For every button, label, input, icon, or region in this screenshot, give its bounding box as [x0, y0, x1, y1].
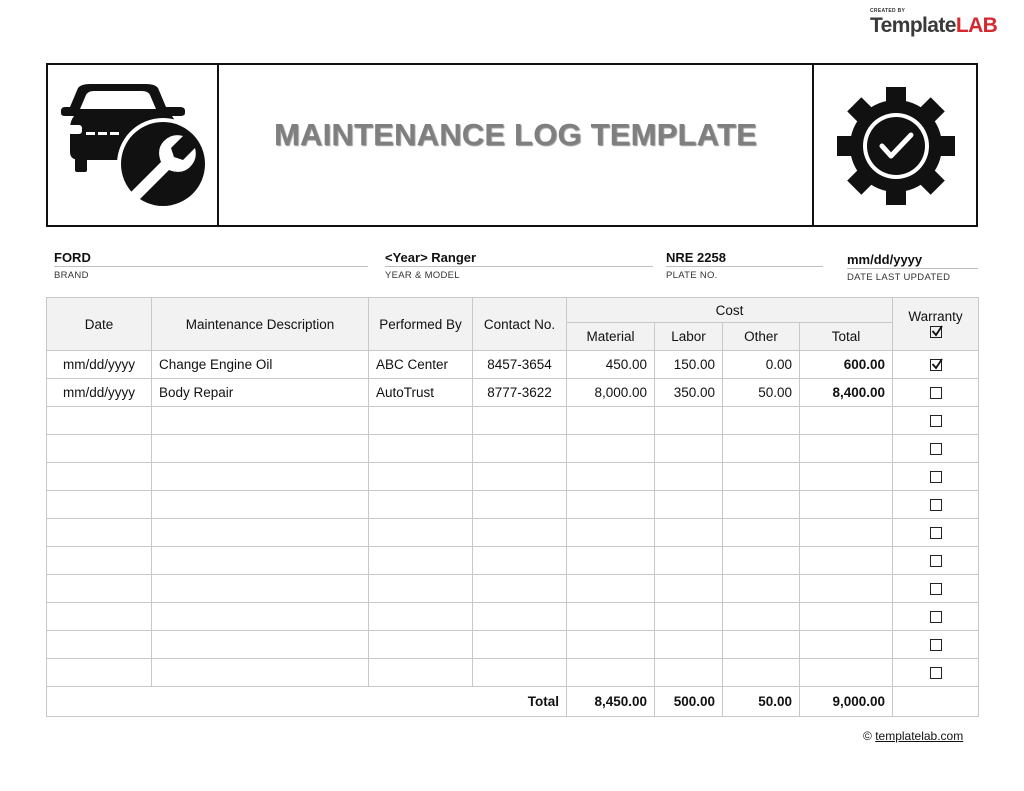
row-material[interactable]: 450.00: [567, 351, 655, 379]
warranty-header-label: Warranty: [908, 309, 963, 324]
table-row: [47, 659, 979, 687]
warranty-checkbox[interactable]: [930, 527, 942, 539]
table-row: [47, 463, 979, 491]
header-row-1: [47, 298, 979, 323]
plate-underline: [666, 266, 823, 267]
col-other-header: Other: [723, 323, 800, 351]
row-material[interactable]: [567, 659, 655, 687]
row-material[interactable]: [567, 631, 655, 659]
row-contact[interactable]: [473, 631, 567, 659]
row-date[interactable]: [47, 463, 152, 491]
row-labor[interactable]: [655, 575, 723, 603]
row-performed-by[interactable]: [369, 407, 473, 435]
col-labor-header: Labor: [655, 323, 723, 351]
row-date[interactable]: [47, 575, 152, 603]
row-date[interactable]: [47, 491, 152, 519]
row-contact[interactable]: [473, 603, 567, 631]
header-left-cell: [48, 65, 219, 225]
row-performed-by[interactable]: AutoTrust: [369, 379, 473, 407]
row-description[interactable]: [152, 631, 369, 659]
total-labor: 500.00: [655, 687, 723, 717]
brand-underline: [54, 266, 368, 267]
plate-value: NRE 2258: [666, 250, 726, 265]
warranty-checkbox[interactable]: [930, 359, 942, 371]
row-total[interactable]: [800, 407, 893, 435]
row-material[interactable]: [567, 407, 655, 435]
year-model-underline: [385, 266, 653, 267]
row-labor[interactable]: [655, 491, 723, 519]
row-performed-by[interactable]: [369, 547, 473, 575]
footer: [863, 729, 963, 743]
row-description[interactable]: Change Engine Oil: [152, 351, 369, 379]
copyright-symbol: ©: [863, 729, 872, 743]
warranty-checkbox[interactable]: [930, 387, 942, 399]
gear-check-icon: [814, 65, 978, 225]
row-material[interactable]: [567, 575, 655, 603]
row-total[interactable]: [800, 659, 893, 687]
row-performed-by[interactable]: [369, 575, 473, 603]
row-total[interactable]: [800, 631, 893, 659]
row-other[interactable]: [723, 631, 800, 659]
row-contact[interactable]: [473, 547, 567, 575]
car-wrench-icon: [48, 65, 219, 225]
row-material[interactable]: [567, 435, 655, 463]
row-description[interactable]: [152, 519, 369, 547]
logo-wordmark: [870, 14, 997, 38]
table-row: [47, 407, 979, 435]
warranty-header-checkbox[interactable]: [930, 326, 942, 338]
maintenance-log-table: [46, 297, 979, 717]
warranty-checkbox[interactable]: [930, 611, 942, 623]
row-warranty: [893, 631, 979, 659]
row-date[interactable]: mm/dd/yyyy: [47, 351, 152, 379]
date-updated-underline: [847, 268, 978, 269]
row-labor[interactable]: [655, 435, 723, 463]
row-material[interactable]: [567, 603, 655, 631]
table-row: [47, 379, 979, 407]
year-model-label: YEAR & MODEL: [385, 270, 460, 281]
row-description[interactable]: [152, 435, 369, 463]
table-body: [47, 351, 979, 687]
row-description[interactable]: [152, 603, 369, 631]
row-other[interactable]: 0.00: [723, 351, 800, 379]
row-warranty: [893, 351, 979, 379]
logo-lab-text: LAB: [955, 14, 998, 37]
row-description[interactable]: [152, 575, 369, 603]
date-updated-field: [847, 252, 978, 283]
row-contact[interactable]: [473, 407, 567, 435]
brand-field: [54, 250, 368, 281]
row-labor[interactable]: [655, 463, 723, 491]
row-labor[interactable]: [655, 659, 723, 687]
total-other: 50.00: [723, 687, 800, 717]
table-row: [47, 491, 979, 519]
total-grand: 9,000.00: [800, 687, 893, 717]
row-date[interactable]: [47, 547, 152, 575]
footer-link[interactable]: templatelab.com: [875, 729, 964, 743]
row-performed-by[interactable]: [369, 631, 473, 659]
row-description[interactable]: [152, 547, 369, 575]
col-date-header: Date: [47, 298, 152, 351]
row-labor[interactable]: [655, 631, 723, 659]
total-material: 8,450.00: [567, 687, 655, 717]
header-box: [46, 63, 978, 227]
table-row: [47, 603, 979, 631]
row-total[interactable]: [800, 547, 893, 575]
row-date[interactable]: [47, 519, 152, 547]
row-date[interactable]: [47, 631, 152, 659]
row-total[interactable]: 600.00: [800, 351, 893, 379]
row-total[interactable]: [800, 575, 893, 603]
row-material[interactable]: [567, 463, 655, 491]
totals-label: Total: [47, 687, 567, 717]
row-total[interactable]: [800, 603, 893, 631]
logo-created-by: CREATED BY: [870, 8, 906, 14]
row-contact[interactable]: [473, 491, 567, 519]
year-model-value: <Year> Ranger: [385, 250, 477, 265]
row-material[interactable]: [567, 519, 655, 547]
row-labor[interactable]: [655, 519, 723, 547]
row-warranty: [893, 659, 979, 687]
row-description[interactable]: [152, 659, 369, 687]
row-date[interactable]: [47, 435, 152, 463]
warranty-checkbox[interactable]: [930, 555, 942, 567]
col-material-header: Material: [567, 323, 655, 351]
row-warranty: [893, 575, 979, 603]
row-contact[interactable]: [473, 435, 567, 463]
warranty-checkbox[interactable]: [930, 471, 942, 483]
brand-label: BRAND: [54, 270, 89, 281]
year-model-field: [385, 250, 653, 281]
row-contact[interactable]: 8457-3654: [473, 351, 567, 379]
row-warranty: [893, 379, 979, 407]
brand-value: FORD: [54, 250, 91, 265]
row-performed-by[interactable]: [369, 463, 473, 491]
row-labor[interactable]: [655, 407, 723, 435]
row-date[interactable]: mm/dd/yyyy: [47, 379, 152, 407]
row-description[interactable]: [152, 407, 369, 435]
plate-field: [666, 250, 823, 281]
table-row: [47, 547, 979, 575]
totals-row: [47, 687, 979, 717]
row-labor[interactable]: 150.00: [655, 351, 723, 379]
row-other[interactable]: [723, 659, 800, 687]
row-contact[interactable]: [473, 659, 567, 687]
row-other[interactable]: 50.00: [723, 379, 800, 407]
warranty-checkbox[interactable]: [930, 415, 942, 427]
row-performed-by[interactable]: [369, 435, 473, 463]
row-performed-by[interactable]: [369, 519, 473, 547]
row-contact[interactable]: [473, 519, 567, 547]
row-warranty: [893, 519, 979, 547]
row-labor[interactable]: [655, 603, 723, 631]
row-other[interactable]: [723, 407, 800, 435]
col-description-header: Maintenance Description: [152, 298, 369, 351]
row-other[interactable]: [723, 435, 800, 463]
cost-group-header: Cost: [567, 298, 893, 323]
row-description[interactable]: Body Repair: [152, 379, 369, 407]
col-performed-by-header: Performed By: [369, 298, 473, 351]
row-date[interactable]: [47, 659, 152, 687]
table-row: [47, 575, 979, 603]
header-right-cell: [812, 65, 976, 225]
row-total[interactable]: [800, 491, 893, 519]
templatelab-logo: [866, 8, 1006, 42]
row-date[interactable]: [47, 407, 152, 435]
row-contact[interactable]: [473, 575, 567, 603]
row-performed-by[interactable]: [369, 659, 473, 687]
row-date[interactable]: [47, 603, 152, 631]
col-contact-header: Contact No.: [473, 298, 567, 351]
date-updated-value: mm/dd/yyyy: [847, 252, 923, 267]
col-total-header: Total: [800, 323, 893, 351]
warranty-checkbox[interactable]: [930, 583, 942, 595]
table-row: [47, 519, 979, 547]
table-row: [47, 631, 979, 659]
row-labor[interactable]: [655, 547, 723, 575]
warranty-checkbox[interactable]: [930, 639, 942, 651]
row-description[interactable]: [152, 463, 369, 491]
table-row: [47, 351, 979, 379]
row-total[interactable]: 8,400.00: [800, 379, 893, 407]
row-performed-by[interactable]: [369, 491, 473, 519]
warranty-checkbox[interactable]: [930, 443, 942, 455]
table-row: [47, 435, 979, 463]
row-description[interactable]: [152, 491, 369, 519]
row-warranty: [893, 491, 979, 519]
row-total[interactable]: [800, 463, 893, 491]
col-warranty-header: [893, 298, 979, 351]
row-other[interactable]: [723, 491, 800, 519]
warranty-checkbox[interactable]: [930, 499, 942, 511]
date-updated-label: DATE LAST UPDATED: [847, 272, 951, 283]
row-other[interactable]: [723, 463, 800, 491]
row-warranty: [893, 547, 979, 575]
logo-template-text: Template: [870, 14, 956, 37]
row-other[interactable]: [723, 603, 800, 631]
row-total[interactable]: [800, 435, 893, 463]
row-warranty: [893, 463, 979, 491]
row-other[interactable]: [723, 547, 800, 575]
totals-warranty-cell: [893, 687, 979, 717]
row-other[interactable]: [723, 575, 800, 603]
row-material[interactable]: [567, 547, 655, 575]
row-material[interactable]: 8,000.00: [567, 379, 655, 407]
row-performed-by[interactable]: [369, 603, 473, 631]
row-performed-by[interactable]: ABC Center: [369, 351, 473, 379]
row-warranty: [893, 435, 979, 463]
row-total[interactable]: [800, 519, 893, 547]
row-material[interactable]: [567, 491, 655, 519]
page-title: MAINTENANCE LOG TEMPLATE: [274, 117, 757, 152]
row-contact[interactable]: [473, 463, 567, 491]
plate-label: PLATE NO.: [666, 270, 718, 281]
row-labor[interactable]: 350.00: [655, 379, 723, 407]
row-warranty: [893, 603, 979, 631]
row-warranty: [893, 407, 979, 435]
header-title-cell: [219, 65, 812, 225]
row-contact[interactable]: 8777-3622: [473, 379, 567, 407]
row-other[interactable]: [723, 519, 800, 547]
warranty-checkbox[interactable]: [930, 667, 942, 679]
